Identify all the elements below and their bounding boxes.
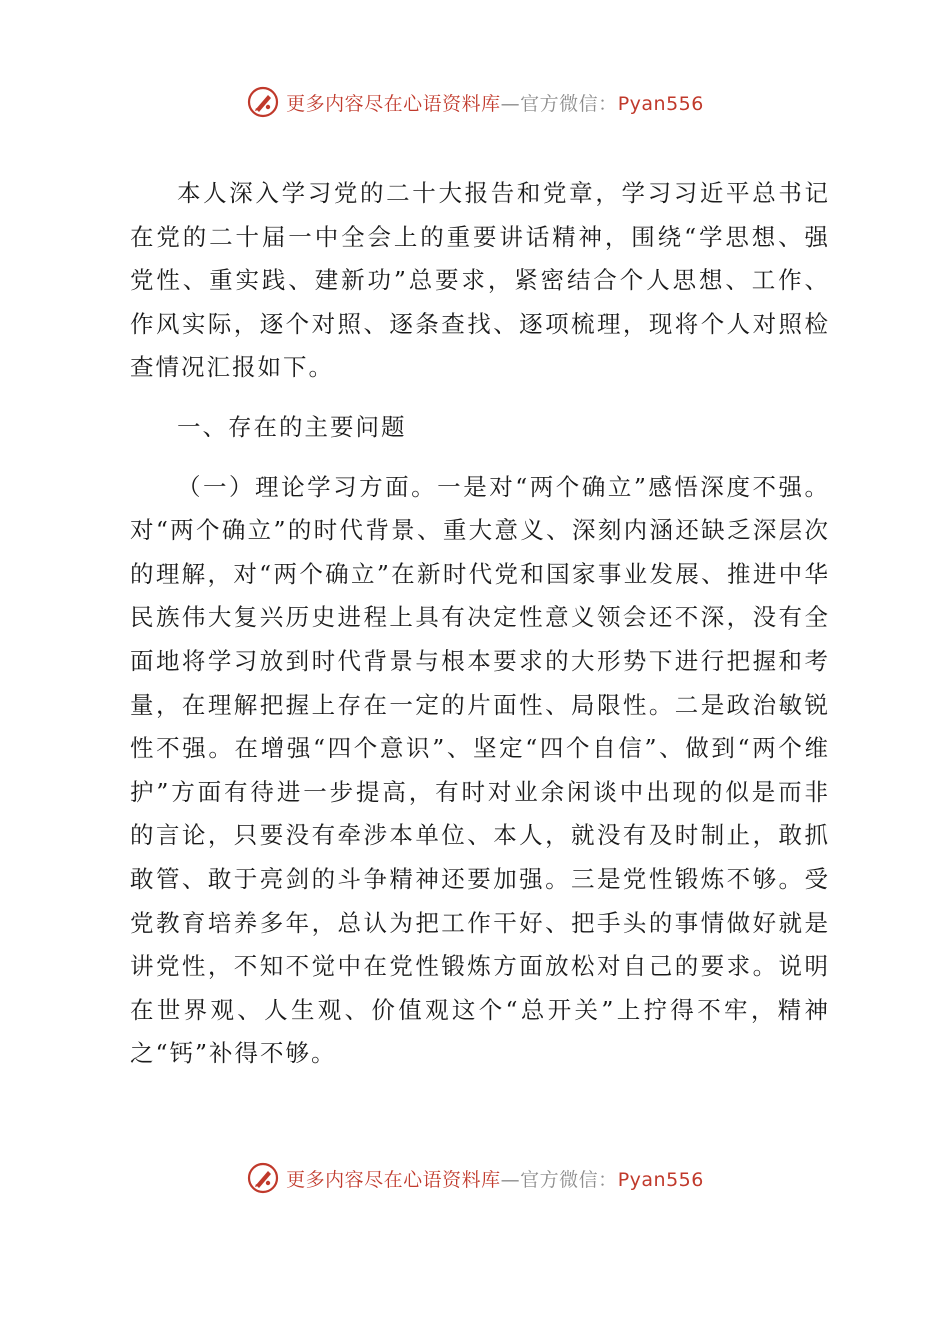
- header-watermark-banner: [0, 82, 950, 122]
- quill-pen-icon: [246, 1161, 280, 1195]
- site-name: 更多内容尽在心语资料库: [286, 92, 501, 115]
- document-body: [130, 172, 830, 1076]
- quill-pen-icon: [246, 85, 280, 119]
- wechat-label: 官方微信：: [520, 92, 618, 115]
- watermark-text: [286, 1165, 704, 1192]
- separator: —: [500, 92, 521, 115]
- watermark-text: [286, 89, 704, 116]
- separator: —: [500, 1168, 521, 1191]
- footer-watermark-banner: [0, 1158, 950, 1198]
- section-paragraph: （一）理论学习方面。一是对“两个确立”感悟深度不强。对“两个确立”的时代背景、重大意义、深刻内涵还缺乏深层次的理解，对“两个确立”在新时代党和国家事业发展、推进中华民族伟大复兴历史进程上具有决定性意义领会还不深，没有全面地将学习放到时代背景与根本要求的大形势下进行把握和考量，在理解把握上存在一定的片面性、局限性。二是政治敏锐性不强。在增强“四个意识”、坚定“四个自信”、做到“两个维护”方面有待进一步提高，有时对业余闲谈中出现的似是而非的言论，只要没有牵涉本单位、本人，就没有及时制止，敢抓敢管、敢于亮剑的斗争精神还要加强。三是党性锻炼不够。受党教育培养多年，总认为把工作干好、把手头的事情做好就是讲党性，不知不觉中在党性锻炼方面放松对自己的要求。说明在世界观、人生观、价值观这个“总开关”上拧得不牢，精神之“钙”补得不够。: [130, 472, 830, 1068]
- wechat-id: Pyan556: [617, 1168, 704, 1191]
- site-name: 更多内容尽在心语资料库: [286, 1168, 501, 1191]
- wechat-id: Pyan556: [617, 92, 704, 115]
- section-heading: 一、存在的主要问题: [177, 412, 407, 441]
- wechat-label: 官方微信：: [520, 1168, 618, 1191]
- intro-paragraph: 本人深入学习党的二十大报告和党章，学习习近平总书记在党的二十届一中全会上的重要讲话精神，围绕“学思想、强党性、重实践、建新功”总要求，紧密结合个人思想、工作、作风实际，逐个对照、逐条查找、逐项梳理，现将个人对照检查情况汇报如下。: [130, 179, 830, 382]
